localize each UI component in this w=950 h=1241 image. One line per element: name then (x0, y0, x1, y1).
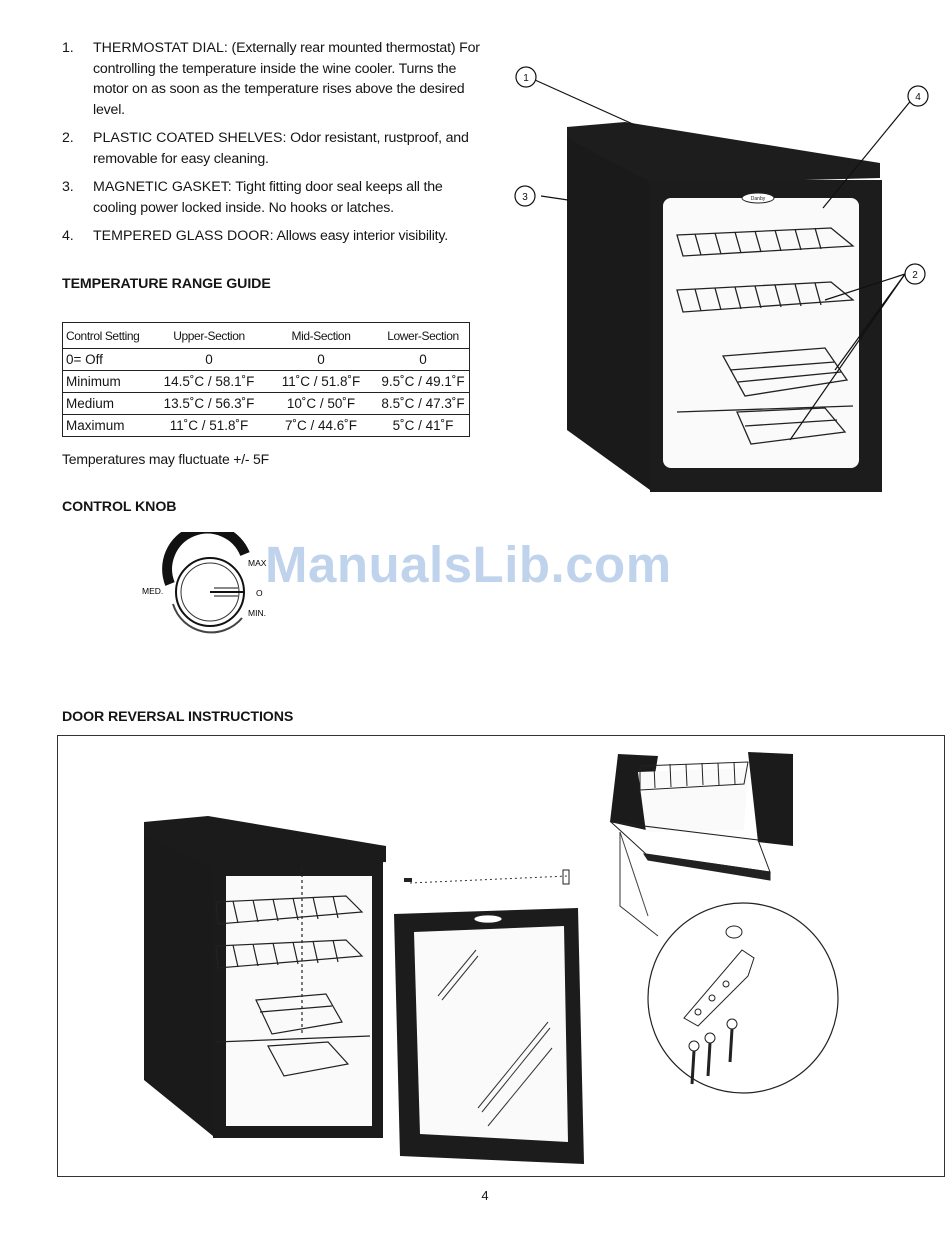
table-row (63, 393, 470, 415)
table-cell: 14.5˚C / 58.1˚F (153, 371, 265, 393)
table-cell: 9.5˚C / 49.1˚F (377, 371, 470, 393)
column-header: Mid-Section (265, 323, 377, 349)
feature-description: Odor resistant, rustproof, and removable for easy cleaning. (93, 130, 469, 167)
feature-description: Tight fitting door seal keeps all the cooling power locked inside. No hooks or latches. (93, 179, 443, 216)
feature-number: 2. (62, 130, 74, 146)
table-cell: 11˚C / 51.8˚F (265, 371, 377, 393)
cabinet-illustration (144, 816, 386, 1138)
table-header-row (63, 323, 470, 349)
table-row (63, 415, 470, 437)
table-cell: 10˚C / 50˚F (265, 393, 377, 415)
table-cell: 13.5˚C / 56.3˚F (153, 393, 265, 415)
feature-title: THERMOSTAT DIAL: (93, 40, 228, 56)
feature-list (62, 38, 480, 255)
door-illustration (394, 870, 584, 1164)
cooler-side (567, 138, 650, 490)
feature-number: 3. (62, 179, 74, 195)
table-cell: Maximum (63, 415, 154, 437)
table-cell: 0 (153, 349, 265, 371)
column-header: Upper-Section (153, 323, 265, 349)
feature-item-shelves (62, 128, 480, 169)
temperature-note: Temperatures may fluctuate +/- 5F (62, 451, 269, 467)
column-header: Control Setting (63, 323, 154, 349)
table-cell: Medium (63, 393, 154, 415)
callout-label: 2 (912, 270, 918, 281)
table-cell: 7˚C / 44.6˚F (265, 415, 377, 437)
feature-number: 4. (62, 228, 74, 244)
table-cell: 5˚C / 41˚F (377, 415, 470, 437)
table-cell: Minimum (63, 371, 154, 393)
feature-title: PLASTIC COATED SHELVES: (93, 130, 287, 146)
feature-item-gasket (62, 177, 480, 218)
knob-label-off: O (256, 588, 263, 598)
door-reversal-illustration (58, 736, 944, 1176)
knob-label-min: MIN. (248, 608, 266, 618)
watermark: ManualsLib.com (265, 536, 672, 593)
table-row (63, 349, 470, 371)
control-knob-heading: CONTROL KNOB (62, 499, 177, 515)
table-row (63, 371, 470, 393)
page-number: 4 (481, 1188, 489, 1203)
table-cell: 11˚C / 51.8˚F (153, 415, 265, 437)
knob-label-max: MAX (248, 558, 267, 568)
control-knob-diagram (140, 532, 280, 642)
table-cell: 0= Off (63, 349, 154, 371)
cooler-glass (663, 198, 859, 468)
door-reversal-figure (57, 735, 945, 1177)
temperature-table (62, 322, 470, 437)
wine-cooler-diagram (505, 60, 945, 500)
feature-item-glass-door (62, 226, 480, 247)
callout-label: 3 (522, 192, 528, 203)
hinge-detail-illustration (610, 752, 838, 1093)
feature-number: 1. (62, 40, 74, 56)
feature-description: Allows easy interior visibility. (273, 228, 449, 244)
feature-title: TEMPERED GLASS DOOR: (93, 228, 274, 244)
callout-label: 4 (915, 92, 921, 103)
callout-label: 1 (523, 73, 529, 84)
door-reversal-heading: DOOR REVERSAL INSTRUCTIONS (62, 709, 294, 725)
table-cell: 8.5˚C / 47.3˚F (377, 393, 470, 415)
brand-badge-text: Danby (750, 196, 766, 202)
knob-label-med: MED. (142, 586, 164, 596)
feature-title: MAGNETIC GASKET: (93, 179, 232, 195)
table-cell: 0 (377, 349, 470, 371)
feature-description: (Externally rear mounted thermostat) For controlling the temperature inside the wine cooler. Turns the motor on as soon as the temperature rises above the desired level. (93, 40, 480, 118)
column-header: Lower-Section (377, 323, 470, 349)
table-cell: 0 (265, 349, 377, 371)
temperature-guide-heading: TEMPERATURE RANGE GUIDE (62, 276, 271, 292)
feature-item-thermostat (62, 38, 480, 120)
